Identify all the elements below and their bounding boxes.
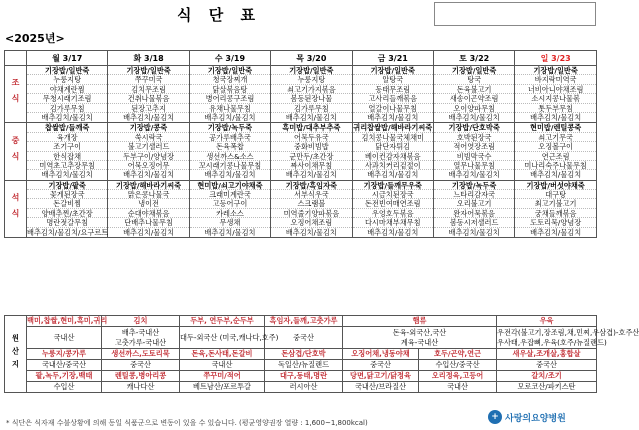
meal-cell <box>352 180 433 237</box>
menu-item: 명란젓갈무침 <box>27 218 107 227</box>
menu-item: 스크램블 <box>271 199 351 208</box>
origin-text: 우사태,우잡뼈,우육(호주/뉴질랜드) <box>497 337 607 347</box>
origin-country <box>497 360 597 371</box>
meal-cell <box>515 180 597 237</box>
origin-food <box>265 349 343 360</box>
origin-country <box>27 327 102 349</box>
menu-item: 김치콩나물국체채미 <box>353 133 433 142</box>
origin-text: 계육-국내산 <box>400 337 439 347</box>
meal-cell <box>108 66 189 123</box>
menu-item: 무청시래기조림 <box>27 94 107 103</box>
menu-item: 불고기샐러드 <box>108 142 188 151</box>
title-row <box>4 2 596 28</box>
origin-text: 수입산 <box>53 382 75 391</box>
menu-item: 배추김치/물김치 <box>123 227 175 237</box>
menu-item: 다시마채부채무침 <box>353 218 433 227</box>
menu-item: 어묵오징어무 <box>108 161 188 170</box>
origin-country <box>180 360 265 371</box>
origin-text: 베트남산/포르투갈 <box>193 382 251 391</box>
menu-item: 미역초고추장무침 <box>27 161 107 170</box>
origin-text: 대두-외국산 (미국,캐나다,호주) <box>180 332 279 342</box>
menu-item: 배추김치/물김치 <box>41 170 93 180</box>
day-header-0: 월 3/17 <box>27 51 108 66</box>
meal-cell <box>27 66 108 123</box>
menu-item: 기장밥/일반죽 <box>434 66 514 75</box>
origin-text: 대구,동태,명란 <box>279 371 328 380</box>
meal-cell <box>515 66 597 123</box>
origin-text: 국내산 <box>211 360 233 369</box>
menu-item: 기장밥/흑임자죽 <box>271 181 351 190</box>
origin-text: 렌틸콩,병아리콩 <box>114 371 167 380</box>
origin-food <box>497 316 597 327</box>
menu-item: 배추김치/물김치 <box>285 170 337 180</box>
menu-item: 미나리숙주나물무침 <box>515 161 596 170</box>
origin-country <box>343 327 497 349</box>
meal-cell <box>108 180 189 237</box>
menu-item: 찹쌀밥/들깨죽 <box>27 123 107 132</box>
menu-item: 오징볼구이 <box>515 142 596 151</box>
origin-food <box>497 371 597 382</box>
origin-text: 햄류 <box>412 316 427 325</box>
menu-item: 기장밥/녹두죽 <box>434 181 514 190</box>
origin-text: 러시아산 <box>289 382 318 391</box>
menu-item: 귀리찹쌀밥/해바라기씨죽 <box>353 123 433 133</box>
meal-cell <box>352 66 433 123</box>
meal-table <box>4 50 597 238</box>
menu-item: 동태무조림 <box>353 85 433 94</box>
meal-cell <box>27 123 108 180</box>
menu-item: 냉이전 <box>108 199 188 208</box>
menu-item: 유채나물무침 <box>190 104 270 113</box>
origin-food <box>343 371 419 382</box>
origin-food <box>265 371 343 382</box>
menu-item: 기장밥/녹두죽 <box>190 123 270 132</box>
origin-food <box>180 316 265 327</box>
meal-cell <box>271 66 352 123</box>
menu-item: 무생채 <box>190 218 270 227</box>
origin-country <box>343 382 419 393</box>
meal-cell <box>352 123 433 180</box>
menu-item: 현미밥/렌틸콩죽 <box>515 123 596 132</box>
origin-row <box>5 327 597 349</box>
menu-item: 고등어구이 <box>190 199 270 208</box>
hospital-logo-icon: + <box>488 410 502 424</box>
menu-item: 우엉호두볶음 <box>353 209 433 218</box>
menu-item: 적어엿장조림 <box>434 142 514 151</box>
origin-food <box>102 349 180 360</box>
origin-food <box>265 316 343 327</box>
origin-country <box>27 360 102 371</box>
origin-food <box>180 349 265 360</box>
footer-note: * 식단은 식자재 수불상황에 의해 동일 식품군으로 변동이 있을 수 있습니다. (평균영양권장 열량 : 1,600~1,800kcal) <box>6 419 368 427</box>
menu-item: 오이양파무침 <box>434 104 514 113</box>
origin-text: 백미,찹쌀,현미,흑미,귀리 <box>27 316 108 325</box>
menu-item: 카레소스 <box>190 209 270 218</box>
origin-food <box>180 371 265 382</box>
menu-item: 톳두부무침 <box>515 104 596 113</box>
menu-item: 호박된장국 <box>434 133 514 142</box>
menu-item: 배추김치/물김치 <box>367 112 419 122</box>
origin-text: 중국산 <box>370 360 391 369</box>
menu-item: 군만두/초간장 <box>271 152 351 161</box>
meal-row <box>5 123 597 180</box>
menu-item: 비빔막국수 <box>434 152 514 161</box>
day-header-row <box>5 51 597 66</box>
menu-item: 배추김치/물김치 <box>367 170 419 180</box>
origin-country <box>180 327 279 349</box>
menu-item: 궁채들깨볶음 <box>515 209 596 218</box>
origin-food <box>419 349 497 360</box>
menu-item: 배추김치/물김치 <box>530 170 582 180</box>
origin-food <box>497 349 597 360</box>
origin-text: 국내산/중국산 <box>41 360 87 369</box>
origin-country <box>419 382 497 393</box>
menu-item: 양배추찐/초간장 <box>27 209 107 218</box>
menu-item: 베이컨감자채볶음 <box>353 152 433 161</box>
origin-text: 김치 <box>133 316 148 325</box>
menu-item: 오징어채조림 <box>271 218 351 227</box>
menu-item: 미역줄기양파볶음 <box>271 209 351 218</box>
menu-item: 어묵두유국 <box>271 133 351 142</box>
menu-item: 배추김치/물김치 <box>204 170 256 180</box>
origin-food <box>27 349 102 360</box>
day-header-4: 금 3/21 <box>352 51 433 66</box>
origin-country <box>265 360 343 371</box>
menu-item: 배추김치/물김치 <box>530 112 582 122</box>
menu-item: 공가루배추국 <box>190 133 270 142</box>
meal-cell <box>27 180 108 237</box>
menu-item: 배추김치/물김치 <box>530 227 582 237</box>
origin-text: 국내산 <box>447 382 468 391</box>
menu-item: 사과치커리겉절이 <box>353 161 433 170</box>
menu-item: 봄동시저샐러드 <box>434 218 514 227</box>
meal-row <box>5 66 597 123</box>
menu-item: 단배추나물무침 <box>108 218 188 227</box>
menu-item: 된장고추지 <box>108 104 188 113</box>
menu-item: 꼬시래기콩나물무침 <box>190 161 270 170</box>
menu-item: 배추김치/물김치 <box>123 170 175 180</box>
origin-text: 당면,닭고기/닭정육 <box>350 371 411 380</box>
origin-country <box>497 382 597 393</box>
meal-cell <box>433 66 514 123</box>
menu-item: 배추김치/물김치 <box>204 112 256 122</box>
origin-text: 중국산 <box>293 332 314 342</box>
origin-text: 돈삼겹/단호박 <box>281 349 326 358</box>
menu-item: 청국장찌개 <box>190 75 270 84</box>
origin-text: 우육 <box>539 316 554 325</box>
menu-item: 맑은콩나물국 <box>108 190 188 199</box>
origin-text: 캐나다산 <box>126 382 155 391</box>
menu-item: 돈육불고기 <box>434 85 514 94</box>
menu-item: 오리불고기 <box>434 199 514 208</box>
origin-food <box>343 316 497 327</box>
menu-item: 기장밥/일반죽 <box>108 66 188 75</box>
menu-item: 배추김치/물김치 <box>285 112 337 122</box>
origin-text: 새우살,조개살,홍합살 <box>512 349 581 358</box>
menu-item: 최고기불고기 <box>515 199 596 208</box>
menu-item: 고사리들깨볶음 <box>353 94 433 103</box>
origin-text: 중국산 <box>130 360 151 369</box>
menu-item: 크래미계란국 <box>190 190 270 199</box>
menu-item: 너비아니야채조림 <box>515 85 596 94</box>
origin-country <box>180 382 265 393</box>
title-side-box <box>434 2 596 26</box>
menu-item: 기장밥/팥죽 <box>27 181 107 190</box>
menu-item: 현미밥/쇠고기야채죽 <box>190 181 270 190</box>
menu-item: 기장밥/일반죽 <box>190 66 270 75</box>
day-header-1: 화 3/18 <box>108 51 189 66</box>
day-header-3: 목 3/20 <box>271 51 352 66</box>
origin-country <box>497 327 639 349</box>
menu-item: 기장밥/일반죽 <box>515 66 596 75</box>
menu-item: 쇠고기무국 <box>515 133 596 142</box>
menu-item: 한식잡채 <box>27 152 107 161</box>
meal-label: 중식 <box>5 123 27 180</box>
origin-row <box>5 316 597 327</box>
origin-text: 중국산 <box>536 360 557 369</box>
origin-food <box>102 316 180 327</box>
menu-item: 누룽지탕 <box>27 75 107 84</box>
origin-food <box>419 371 497 382</box>
meal-label: 석식 <box>5 180 27 237</box>
menu-item: 배추김치/물김치 <box>41 112 93 122</box>
origin-text: 오리정육,고등어 <box>431 371 484 380</box>
hospital-logo <box>488 410 566 424</box>
origin-text: 두부, 연두부,순두부 <box>190 316 254 325</box>
menu-item: 배추김치/물김치 <box>123 112 175 122</box>
menu-item: 탕국 <box>434 75 514 84</box>
meal-label: 조식 <box>5 66 27 123</box>
meal-cell <box>189 66 270 123</box>
menu-item: 흑미밥/대추부추죽 <box>271 123 351 132</box>
origin-text: 모로코산/파키스탄 <box>517 382 576 391</box>
hospital-name: 사랑의요양병원 <box>505 413 566 424</box>
origin-country <box>343 360 419 371</box>
origin-text: 국내산/브라질산 <box>354 382 407 391</box>
menu-item: 완자어묵볶음 <box>434 209 514 218</box>
origin-text: 갈치/조기 <box>531 371 562 380</box>
menu-item: 닭단자튀김 <box>353 142 433 151</box>
menu-item: 기장밥/해바라기씨죽 <box>108 181 188 190</box>
meal-cell <box>108 123 189 180</box>
menu-item: 배추김치/물김치 <box>448 170 500 180</box>
origin-text: 배추-국내산 <box>121 327 160 337</box>
menu-item: 기장밥/일반죽 <box>353 66 433 75</box>
menu-item: 짜사이채무침 <box>271 161 351 170</box>
meal-cell <box>433 123 514 180</box>
menu-item: 소시지콩나물볶 <box>515 94 596 103</box>
day-header-2: 수 3/19 <box>189 51 270 66</box>
origin-text: 우전각(불고기,장조림,채,민찌,우삼겹)-호주산 <box>497 327 639 337</box>
origin-row <box>5 382 597 393</box>
menu-item: 중화비빔밥 <box>271 142 351 151</box>
menu-item: 느타리감자국 <box>434 190 514 199</box>
origin-country <box>102 382 180 393</box>
origin-row <box>5 349 597 360</box>
menu-item: 도토리묵/양념장 <box>515 218 596 227</box>
menu-item: 기장밥/단호박죽 <box>434 123 514 132</box>
origin-text: 수입산/중국산 <box>435 360 480 369</box>
origin-text: 고춧가루-국내산 <box>114 337 167 347</box>
menu-item: 생선까스&소스 <box>190 152 270 161</box>
meal-cell <box>515 123 597 180</box>
menu-item: 배추김치/물김치/요구르트 <box>27 227 109 237</box>
origin-text: 돈육-외국산,국산 <box>392 327 447 337</box>
menu-item: 알탕국 <box>353 75 433 84</box>
menu-item: 조기구이 <box>27 142 107 151</box>
menu-item: 배추김치/물김치 <box>448 112 500 122</box>
origin-food <box>27 371 102 382</box>
menu-item: 새송이곤약조림 <box>434 94 514 103</box>
menu-item: 육개장 <box>27 133 107 142</box>
page-title: 식 단 표 <box>177 6 261 24</box>
menu-item: 김가루무침 <box>271 104 351 113</box>
origin-food <box>343 349 419 360</box>
origin-country <box>102 327 180 349</box>
menu-item: 두부구이/양념장 <box>108 152 188 161</box>
year-label: <2025년> <box>5 32 65 45</box>
origin-food <box>27 316 108 327</box>
menu-item: 닭살볶음탕 <box>190 85 270 94</box>
day-header-6: 일 3/23 <box>515 51 597 66</box>
menu-item: 열무나물무침 <box>434 161 514 170</box>
menu-item: 배추김치/물김치 <box>204 227 256 237</box>
origin-table <box>4 315 639 393</box>
menu-item: 기장밥/버섯야채죽 <box>515 181 596 190</box>
menu-item: 순대야채볶음 <box>108 209 188 218</box>
menu-item: 쑥시락국 <box>108 133 188 142</box>
menu-item: 얼갈이나물무침 <box>353 104 433 113</box>
origin-text: 돈육,돈사태,돈갈비 <box>191 349 253 358</box>
menu-item: 김치무조림 <box>108 85 188 94</box>
menu-item: 봄동된장나물 <box>271 94 351 103</box>
origin-text: 흑임자,들깨,고춧가루 <box>269 316 338 325</box>
day-header-5: 토 3/22 <box>433 51 514 66</box>
meal-cell <box>271 123 352 180</box>
menu-item: 돈갈비찜 <box>27 199 107 208</box>
menu-item: 병어리콩구조림 <box>190 94 270 103</box>
meal-row <box>5 180 597 237</box>
meal-cell <box>189 123 270 180</box>
menu-item: 돈전빈여매연조림 <box>353 199 433 208</box>
corner-cell <box>5 51 27 66</box>
menu-item: 쭈꾸미국 <box>108 75 188 84</box>
menu-item: 배추김치/물김치 <box>285 227 337 237</box>
menu-item: 야채계란찜 <box>27 85 107 94</box>
origin-text: 호두/곤약,연근 <box>434 349 482 358</box>
meal-cell <box>189 180 270 237</box>
menu-item: 꽃게된장국 <box>27 190 107 199</box>
origin-text: 누룽지/콩가루 <box>41 349 87 358</box>
origin-country <box>265 382 343 393</box>
menu-item: 서부식우국 <box>271 190 351 199</box>
meal-cell <box>271 180 352 237</box>
menu-item: 배추김치/물김치 <box>367 227 419 237</box>
origin-text: 독일산/뉴질랜드 <box>277 360 330 369</box>
menu-item: 쇠고기가지볶음 <box>271 85 351 94</box>
menu-item: 기장밥/일반죽 <box>27 66 107 75</box>
origin-text: 국내산 <box>53 332 75 342</box>
menu-item: 누룽지탕 <box>271 75 351 84</box>
menu-item: 기장밥/일반죽 <box>271 66 351 75</box>
meal-cell <box>433 180 514 237</box>
menu-item: 배추김치/물김치 <box>448 227 500 237</box>
origin-row <box>5 360 597 371</box>
origin-text: 오징어채,냉동야채 <box>351 349 410 358</box>
origin-country <box>419 360 497 371</box>
origin-country <box>27 382 102 393</box>
origin-row <box>5 371 597 382</box>
menu-item: 김가루무침 <box>27 104 107 113</box>
origin-text: 생선까스,도토리묵 <box>111 349 170 358</box>
origin-text: 쭈꾸미/적어 <box>203 371 241 380</box>
menu-item: 연근조림 <box>515 152 596 161</box>
menu-item: 기장밥/들깨무우죽 <box>353 181 433 190</box>
menu-item: 대구탕 <box>515 190 596 199</box>
menu-item: 기장밥/콩죽 <box>108 123 188 132</box>
menu-item: 바지락미역국 <box>515 75 596 84</box>
origin-food <box>102 371 180 382</box>
menu-item: 건취나물볶음 <box>108 94 188 103</box>
origin-text: 팥,녹두,기장,백태 <box>35 371 93 380</box>
menu-item: 돈육폭찹 <box>190 142 270 151</box>
origin-label: 원산지 <box>5 316 27 393</box>
menu-item: 시금치된장국 <box>353 190 433 199</box>
origin-country <box>102 360 180 371</box>
